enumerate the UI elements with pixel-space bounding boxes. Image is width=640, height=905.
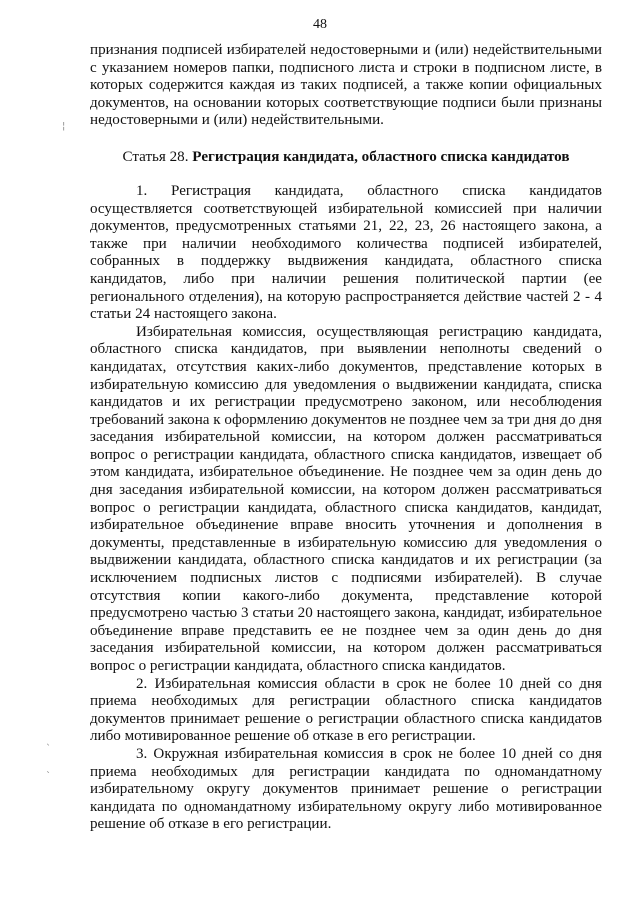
paragraph-continuation: признания подписей избирателей недостоверными и (или) недействительными с указанием номеров папки, подписного листа и строки в подписном листе, в которых содержится каждая из таких подписей, а также копии официальных документов, на основании которых соответствующие подписи были признаны недостоверными и (или) недействительными.: [90, 42, 602, 129]
page-number: 48: [313, 17, 327, 32]
margin-scan-mark: ˋ: [46, 771, 51, 782]
document-body: [90, 42, 602, 834]
article-label: Статья 28.: [122, 148, 189, 165]
paragraph-1: 1. Регистрация кандидата, областного списка кандидатов осуществляется соответствующей избирательной комиссией при наличии документов, предусмотренных статьями 21, 22, 23, 26 настоящего закона, а также при наличии необходимого количества подписей избирателей, собранных в поддержку выдвижения кандидата, областного списка кандидатов, либо при наличии решения политической партии (ее регионального отделения), на которую распространяется действие частей 2 - 4 статьи 24 настоящего закона.: [90, 182, 602, 323]
paragraph-2: 2. Избирательная комиссия области в срок не более 10 дней со дня приема необходимых для регистрации областного списка кандидатов документов принимает решение о регистрации областного списка кандидатов либо мотивированное решение об отказе в его регистрации.: [90, 675, 602, 745]
paragraph-3: 3. Окружная избирательная комиссия в срок не более 10 дней со дня приема необходимых для регистрации кандидата по одномандатному избирательному округу документов принимает решение о регистрации кандидата по одномандатному избирательному округу либо мотивированное решение об отказе в его регистрации.: [90, 745, 602, 833]
article-title: Регистрация кандидата, областного списка кандидатов: [192, 148, 570, 165]
margin-scan-mark: ¦: [62, 121, 66, 132]
margin-scan-mark: ˎ: [46, 735, 51, 746]
paragraph-1-continued: Избирательная комиссия, осуществляющая регистрацию кандидата, областного списка кандидатов, при выявлении неполноты сведений о кандидатах, отсутствия каких-либо документов, представление которых в избирательную комиссию для уведомления о выдвижении кандидата, списка кандидатов и их регистрации предусмотрено законом, или несоблюдения требований закона к оформлению документов не позднее чем за три дня до дня заседания избирательной комиссии, на котором должен рассматриваться вопрос о регистрации кандидата, областного списка кандидатов, извещает об этом кандидата, избирательное объединение. Не позднее чем за один день до дня заседания избирательной комиссии, на котором должен рассматриваться вопрос о регистрации кандидата, областного списка кандидатов, кандидат, избирательное объединение вправе вносить уточнения и дополнения в документы, представленные в избирательную комиссию для уведомления о выдвижении кандидата, областного списка кандидатов и их регистрации (за исключением подписных листов с подписями избирателей). В случае отсутствия копии какого-либо документа, представление которой предусмотрено частью 3 статьи 20 настоящего закона, кандидат, избирательное объединение вправе представить ее не позднее чем за один день до дня заседания избирательной комиссии, на котором должен рассматриваться вопрос о регистрации кандидата, областного списка кандидатов.: [90, 323, 602, 674]
article-heading: [90, 148, 602, 166]
